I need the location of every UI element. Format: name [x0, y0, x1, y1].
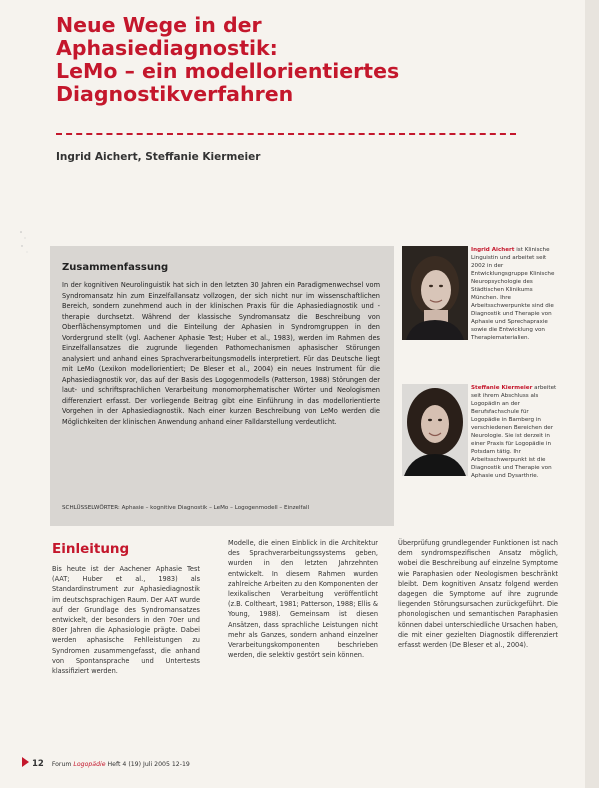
article-title	[56, 14, 496, 106]
authors: Ingrid Aichert, Steffanie Kiermeier	[56, 151, 261, 163]
bio-text: ist Klinische Linguistin und arbeitet seit 2002 in der Entwicklungsgruppe Klinische Neuropsychologie des Städtischen Klinikums München. Ihre Arbeitsschwerpunkte sind die Diagnostik und Therapie von Aphasie und Sprechapraxie sowie die Entwicklung von Therapiematerialien.	[471, 247, 555, 341]
page-edge	[585, 0, 599, 788]
title-line: LeMo – ein modellorientiertes	[56, 59, 400, 83]
body-paragraph: Bis heute ist der Aachener Aphasie Test (AAT; Huber et al., 1983) als Standardinstrument zur Aphasiediagnostik im deutschsprachigen Raum. Der AAT wurde auf der Grundlage des Syndromansatzes entwickelt, der besonders in den 70er und 80er Jahren die Aphasiologie prägte. Dabei werden aphasische Fehlleistungen zu Syndromen zusammengefasst, die anhand von Spontansprache und Untertests klassifiziert werden.	[52, 565, 200, 676]
section-heading: Einleitung	[52, 541, 130, 557]
footer-prefix: Forum	[51, 761, 72, 768]
footer-issue: Heft 4 (19) Juli 2005 12-19	[107, 761, 190, 768]
author-photo-kiermeier	[402, 384, 468, 476]
title-line: Diagnostikverfahren	[56, 82, 294, 106]
abstract-paragraph: In der kognitiven Neurolinguistik hat sich in den letzten 30 Jahren ein Paradigmenwechsel vom Syndromansatz hin zum Einzelfallansatz vollzogen, der sich nicht nur im wissenschaftlichen Bereich, sondern zunehmend auch in der klinischen Praxis für die Aphasiediagnostik und -therapie durchsetzt. Während der klassische Syndromansatz die Beschreibung von Oberflächensymptomen und die Einteilung der Aphasien in Syndromgruppen in den Vordergrund stellt (vgl. Aachener Aphasie Test; Huber et al., 1983), werden im Rahmen des Einzelfallansatzes die zugrunde liegenden Pathomechanismen aphasischer Störungen analysiert und anhand eines Sprachverarbeitungsmodells interpretiert. Für das Deutsche liegt mit LeMo (Lexikon modellorientiert; De Bleser et al., 2004) ein neues Instrument für die Aphasiediagnostik vor, das auf der Basis des Logogenmodells (Patterson, 1988) Störungen der laut- und schriftsprachlichen Verarbeitung monomorphematischer Wörter und Neologismen differenziert erfasst. Der vorliegende Beitrag gibt eine Einführung in das modellorientierte Vorgehen in der Aphasiediagnostik. Nach einer kurzen Beschreibung von LeMo werden die Möglichkeiten der klinischen Anwendung anhand einer Falldarstellung verdeutlicht.	[62, 281, 380, 426]
footer-journal: Logopädie	[73, 761, 106, 768]
author-photo-aichert	[402, 246, 468, 340]
bio-aichert	[471, 246, 557, 342]
page-number: 12	[32, 759, 44, 769]
triangle-marker-icon	[22, 757, 29, 767]
bio-kiermeier	[471, 384, 557, 480]
body-column-3	[398, 538, 558, 650]
title-line: Neue Wege in der	[56, 13, 262, 37]
title-line: Aphasiediagnostik:	[56, 36, 278, 60]
body-column-2	[228, 538, 378, 660]
bio-name: Ingrid Aichert	[471, 247, 515, 253]
page-footer	[22, 757, 190, 769]
body-column-1	[52, 564, 200, 676]
scan-specks	[18, 228, 30, 256]
abstract-heading: Zusammenfassung	[62, 262, 169, 273]
bio-text: arbeitet seit ihrem Abschluss als Logopädin an der Berufsfachschule für Logopädie in Bamberg in verschiedenen Bereichen der Neurologie. Sie ist derzeit in einer Praxis für Logopädie in Potsdam tätig. Ihr Arbeitsschwerpunkt ist die Diagnostik und Therapie von Aphasie und Dysarthrie.	[471, 385, 557, 479]
body-paragraph: Modelle, die einen Einblick in die Architektur des Sprachverarbeitungssystems geben, wurden in den letzten Jahrzehnten entwickelt. In diesem Rahmen wurden zahlreiche Arbeiten zu den Komponenten der lexikalischen Verarbeitung veröffentlicht (z.B. Coltheart, 1981; Patterson, 1988; Ellis & Young, 1988). Gemeinsam ist diesen Ansätzen, dass sprachliche Leistungen nicht mehr als Ganzes, sondern anhand einzelner Verarbeitungskomponenten beschrieben werden, die selektiv gestört sein können.	[228, 539, 378, 660]
bio-name: Steffanie Kiermeier	[471, 385, 533, 391]
title-divider	[56, 133, 516, 135]
abstract-text	[62, 280, 380, 427]
keywords: SCHLÜSSELWÖRTER: Aphasie – kognitive Diagnostik – LeMo – Logogenmodell – Einzelfall	[62, 505, 310, 511]
body-paragraph: Überprüfung grundlegender Funktionen ist nach dem syndromspezifischen Ansatz möglich, wobei die Beschreibung auf einzelne Symptome wie Paraphasien oder Neologismen beschränkt bleibt. Dem kognitiven Ansatz folgend werden dagegen die Symptome auf ihre zugrunde liegenden Störungsursachen zurückgeführt. Die phonologischen und semantischen Paraphasien können dabei unterschiedliche Ursachen haben, die mit einer gezielten Diagnostik differenziert erfasst werden (De Bleser et al., 2004).	[398, 539, 558, 650]
